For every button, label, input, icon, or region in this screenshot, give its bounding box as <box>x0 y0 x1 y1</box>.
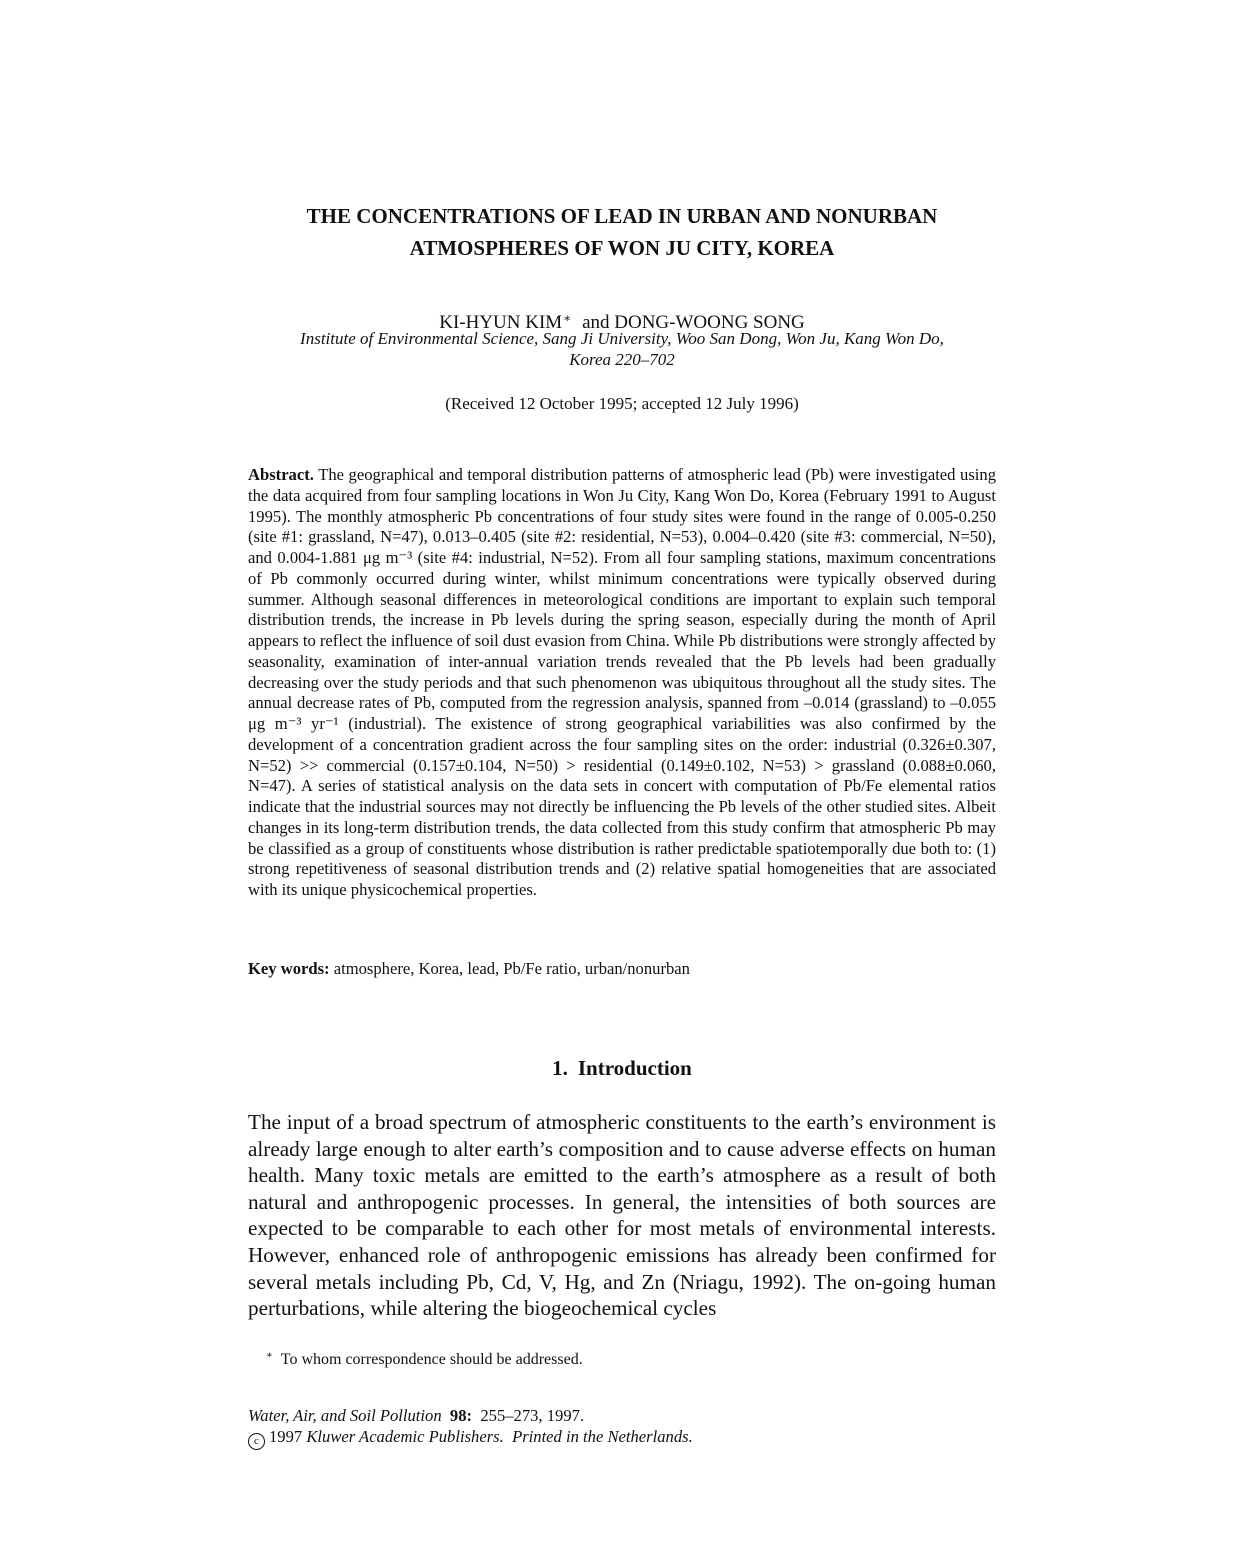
journal-line-2 <box>248 1426 996 1450</box>
abstract-text: The geographical and temporal distribution patterns of atmospheric lead (Pb) were investigated using the data acquired from four sampling locations in Won Ju City, Kang Won Do, Korea (February 1991 to August 1995). The monthly atmospheric Pb concentrations of four study sites were found in the range of 0.005-0.250 (site #1: grassland, N=47), 0.013–0.405 (site #2: residential, N=53), 0.004–0.420 (site #3: commercial, N=50), and 0.004-1.881 μg m⁻³ (site #4: industrial, N=52). From all four sampling stations, maximum concentrations of Pb commonly occurred during winter, whilst minimum concentrations were typically observed during summer. Although seasonal differences in meteorological conditions are important to explain such temporal distribution trends, the increase in Pb levels during the spring season, especially during the month of April appears to reflect the influence of soil dust evasion from China. While Pb distributions were strongly affected by seasonality, examination of inter-annual variation trends revealed that the Pb levels had been gradually decreasing over the study periods and that such phenomenon was ubiquitous throughout all the study sites. The annual decrease rates of Pb, computed from the regression analysis, spanned from –0.014 (grassland) to –0.055 μg m⁻³ yr⁻¹ (industrial). The existence of strong geographical variabilities was also confirmed by the development of a concentration gradient across the four sampling sites on the order: industrial (0.326±0.307, N=52) >> commercial (0.157±0.104, N=50) > residential (0.149±0.102, N=53) > grassland (0.088±0.060, N=47). A series of statistical analysis on the data sets in concert with computation of Pb/Fe elemental ratios indicate that the industrial sources may not directly be influencing the Pb levels of the other studied sites. Albeit changes in its long-term distribution trends, the data collected from this study confirm that atmospheric Pb may be classified as a group of constituents whose distribution is rather predictable spatiotemporally due both to: (1) strong repetitiveness of seasonal distribution trends and (2) relative spatial homogeneities that are associated with its unique physicochemical properties. <box>248 465 996 899</box>
journal-citation <box>248 1405 996 1450</box>
publisher: Kluwer Academic Publishers. <box>306 1427 504 1446</box>
footnote-text: To whom correspondence should be addressed. <box>280 1351 583 1368</box>
title-line-1: THE CONCENTRATIONS OF LEAD IN URBAN AND NONURBAN <box>306 204 938 228</box>
abstract <box>248 465 996 901</box>
footnote <box>266 1346 996 1370</box>
printed-location: Printed in the Netherlands. <box>512 1427 693 1446</box>
copyright-icon: c <box>248 1433 265 1450</box>
abstract-label: Abstract. <box>248 465 314 484</box>
author-1: KI-HYUN KIM <box>439 312 563 333</box>
title-line-2: ATMOSPHERES OF WON JU CITY, KOREA <box>409 236 835 260</box>
section-heading <box>248 1054 996 1082</box>
section-number: 1. <box>552 1056 568 1080</box>
keywords-text: atmosphere, Korea, lead, Pb/Fe ratio, urban/nonurban <box>333 959 690 978</box>
journal-volume: 98: <box>449 1406 473 1425</box>
footnote-mark: ∗ <box>266 1350 273 1361</box>
affiliation-line-2: Korea 220–702 <box>569 350 675 369</box>
paper-title <box>248 200 996 264</box>
author-footnote-mark: ∗ <box>563 311 572 325</box>
section-title: Introduction <box>577 1056 692 1080</box>
affiliation <box>248 328 996 370</box>
journal-pages: 255–273, 1997. <box>480 1406 585 1425</box>
introduction-paragraph: The input of a broad spectrum of atmospheric constituents to the earth’s environment is already large enough to alter earth’s composition and to cause adverse effects on human health. Many toxic metals are emitted to the earth’s atmosphere as a result of both natural and anthropogenic processes. In general, the intensities of both sources are expected to be comparable to each other for most metals of environmental interests. However, enhanced role of anthropogenic emissions has already been confirmed for several metals including Pb, Cd, V, Hg, and Zn (Nriagu, 1992). The on-going human perturbations, while altering the biogeochemical cycles <box>248 1110 996 1321</box>
keywords-label: Key words: <box>248 959 330 978</box>
copyright-year: 1997 <box>269 1427 303 1446</box>
introduction-body <box>248 1109 996 1322</box>
journal-name: Water, Air, and Soil Pollution <box>248 1406 442 1425</box>
keywords <box>248 958 996 979</box>
journal-line-1 <box>248 1405 996 1426</box>
author-conjunction: and <box>582 312 610 333</box>
affiliation-line-1: Institute of Environmental Science, Sang Ji University, Woo San Dong, Won Ju, Kang Won Do, <box>300 329 944 348</box>
author-2: DONG-WOONG SONG <box>614 312 805 333</box>
received-dates: (Received 12 October 1995; accepted 12 July 1996) <box>445 394 799 413</box>
